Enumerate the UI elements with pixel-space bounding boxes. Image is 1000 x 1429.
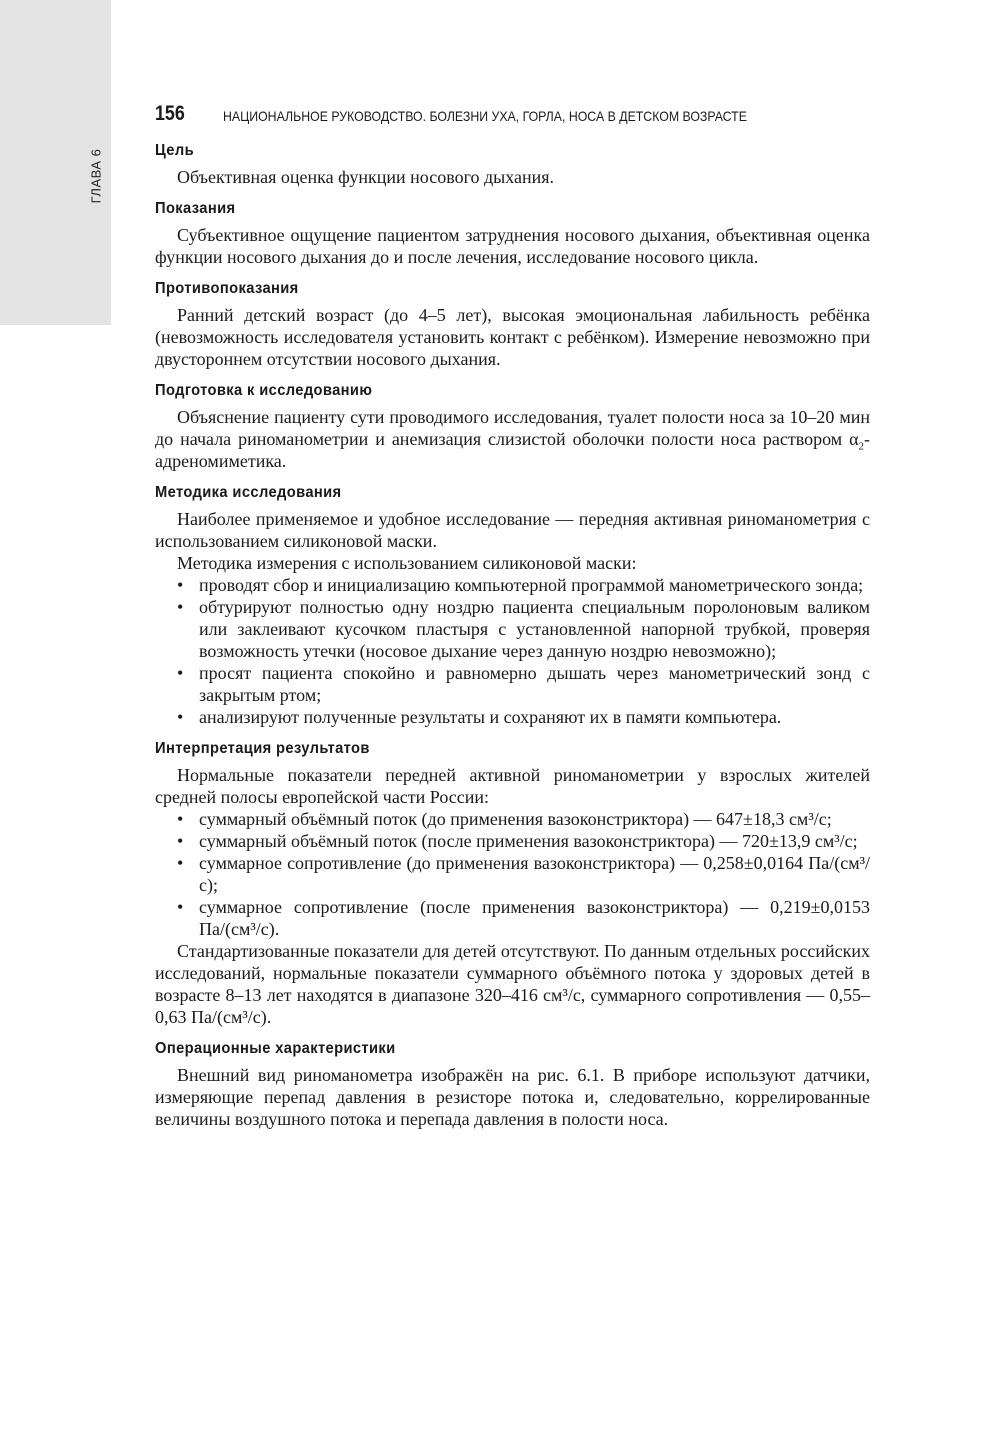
bullet-icon: •: [177, 809, 184, 829]
indications-text: Субъективное ощущение пациентом затруднения носового дыхания, объективная оценка функции носового дыхания до и после лечения, исследование носового цикла.: [155, 225, 870, 267]
list-item-text: суммарный объёмный поток (до применения вазоконстриктора) — 647±18,3 см³/с;: [199, 809, 832, 829]
list-item: [155, 808, 870, 830]
page-content: [155, 98, 870, 1130]
running-title: НАЦИОНАЛЬНОЕ РУКОВОДСТВО. БОЛЕЗНИ УХА, ГОРЛА, НОСА В ДЕТСКОМ ВОЗРАСТЕ: [223, 108, 747, 124]
method-paragraph-1: Наиболее применяемое и удобное исследование — передняя активная риноманометрия с использованием силиконовой маски.: [155, 509, 870, 551]
bullet-icon: •: [177, 663, 184, 683]
interpretation-list: [155, 808, 870, 940]
interpretation-paragraph-1: Нормальные показатели передней активной риноманометрии у взрослых жителей средней полосы европейской части России:: [155, 765, 870, 807]
bullet-icon: •: [177, 897, 184, 917]
goal-text: Объективная оценка функции носового дыхания.: [177, 167, 555, 187]
section-heading-interpretation: Интерпретация результатов: [155, 740, 370, 757]
list-item-text: суммарное сопротивление (до применения вазоконстриктора) — 0,258±0,0164 Па/(см³/с);: [199, 853, 870, 895]
list-item-text: анализируют полученные результаты и сохраняют их в памяти компьютера.: [199, 707, 782, 727]
preparation-text: [155, 406, 870, 472]
contraindications-text: Ранний детский возраст (до 4–5 лет), высокая эмоциональная лабильность ребёнка (невозможность исследователя установить контакт с ребёнком). Измерение невозможно при двустороннем отсутствии носового дыхания.: [155, 305, 870, 369]
method-paragraph-2: Методика измерения с использованием силиконовой маски:: [177, 553, 637, 573]
list-item-text: проводят сбор и инициализацию компьютерной программой манометрического зонда;: [199, 575, 864, 595]
bullet-icon: •: [177, 575, 184, 595]
method-list: [155, 574, 870, 728]
alpha-subscript: 2: [858, 440, 864, 453]
section-heading-contraindications: Противопоказания: [155, 280, 299, 297]
list-item-text: суммарный объёмный поток (после применения вазоконстриктора) — 720±13,9 см³/с;: [199, 831, 858, 851]
operational-text: Внешний вид риноманометра изображён на рис. 6.1. В приборе используют датчики, измеряющие перепад давления в резисторе потока и, следовательно, коррелированные величины воздушного потока и перепада давления в полости носа.: [155, 1065, 870, 1129]
preparation-text-part1: Объяснение пациенту сути проводимого исследования, туалет полости носа за 10–20 мин до начала риноманометрии и анемизация слизистой оболочки полости носа раствором α: [155, 407, 870, 449]
page-header: [155, 98, 870, 134]
page-number: 156: [155, 102, 185, 125]
list-item: [155, 896, 870, 940]
list-item: [155, 662, 870, 706]
list-item: [155, 574, 870, 596]
bullet-icon: •: [177, 853, 184, 873]
list-item-text: суммарное сопротивление (после применения вазоконстриктора) — 0,219±0,0153 Па/(см³/с).: [199, 897, 870, 939]
bullet-icon: •: [177, 831, 184, 851]
section-heading-indications: Показания: [155, 200, 236, 217]
bullet-icon: •: [177, 707, 184, 727]
preparation-text-part2: -адреномиметика.: [155, 429, 870, 471]
section-heading-goal: Цель: [155, 142, 194, 159]
section-heading-method: Методика исследования: [155, 484, 342, 501]
list-item: [155, 830, 870, 852]
list-item: [155, 706, 870, 728]
bullet-icon: •: [177, 597, 184, 617]
section-heading-preparation: Подготовка к исследованию: [155, 382, 373, 399]
list-item: [155, 596, 870, 662]
section-heading-operational: Операционные характеристики: [155, 1040, 396, 1057]
list-item-text: просят пациента спокойно и равномерно дышать через манометрический зонд с закрытым ртом;: [199, 663, 870, 705]
list-item-text: обтурируют полностью одну ноздрю пациента специальным поролоновым валиком или заклеивают кусочком пластыря с установленной напорной трубкой, проверяя возможность утечки (носовое дыхание через данную ноздрю невозможно);: [199, 597, 870, 661]
chapter-label: ГЛАВА 6: [88, 148, 104, 204]
list-item: [155, 852, 870, 896]
interpretation-paragraph-2: Стандартизованные показатели для детей отсутствуют. По данным отдельных российских исследований, нормальные показатели суммарного объёмного потока у здоровых детей в возрасте 8–13 лет находятся в диапазоне 320–416 см³/с, суммарного сопротивления — 0,55–0,63 Па/(см³/с).: [155, 941, 870, 1027]
